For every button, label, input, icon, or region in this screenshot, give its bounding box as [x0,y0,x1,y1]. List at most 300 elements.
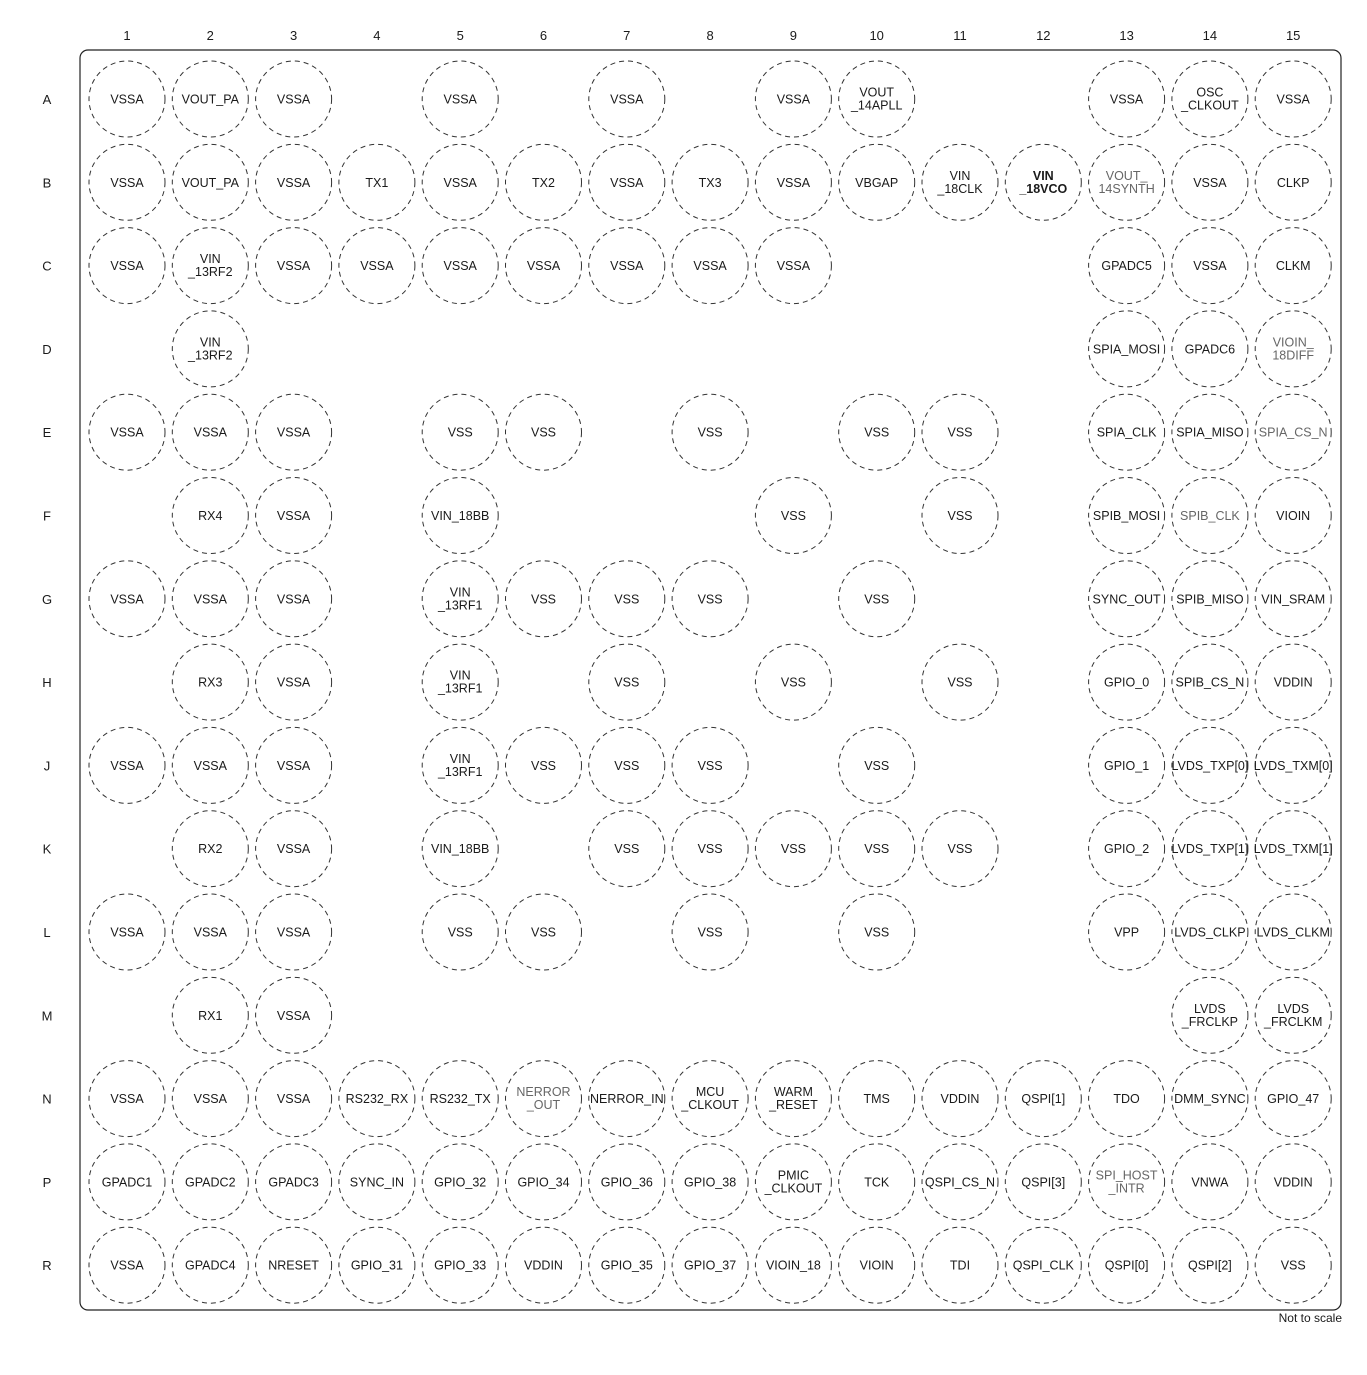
ball-F9 [755,478,831,554]
ball-F5-label: VIN_18BB [431,509,490,523]
ball-G3 [256,561,332,637]
ball-C2-label: VIN _13RF2 [188,252,233,280]
ball-A5 [422,61,498,137]
ball-J13-label: GPIO_1 [1104,758,1150,773]
ball-N14 [1172,1061,1248,1137]
ball-N9 [755,1061,831,1137]
ball-H5-label: VIN _13RF1 [437,668,483,696]
ball-P10-label: TCK [864,1175,890,1190]
ball-G14 [1172,561,1248,637]
ball-H2-label: RX3 [198,675,223,690]
ball-A9 [755,61,831,137]
row-label-N: N [42,1091,52,1107]
ball-R9-label: VIOIN_18 [765,1258,821,1273]
ball-P11-label: QSPI_CS_N [924,1175,996,1190]
column-label-3: 3 [289,28,298,43]
ball-J14-label: LVDS_TXP[0] [1171,758,1249,773]
ball-B5-label: VSSA [443,175,477,190]
ball-B11 [922,144,998,220]
ball-H11-label: VSS [947,675,973,690]
ball-E6 [506,394,582,470]
ball-C5 [422,228,498,304]
ball-M2 [172,977,248,1053]
ball-P1-label: GPADC1 [101,1175,153,1190]
ball-N15-label: GPIO_47 [1267,1092,1320,1107]
ball-P7-label: GPIO_36 [600,1175,653,1190]
row-label-M: M [41,1008,53,1024]
ball-C15-label: CLKM [1275,259,1311,274]
row-label-P: P [42,1174,52,1190]
ball-G5-label: VIN _13RF1 [437,585,483,613]
ball-P12 [1005,1144,1081,1220]
ball-E13-label: SPIA_CLK [1096,425,1157,440]
ball-N7 [589,1061,665,1137]
ball-R11-label: TDI [949,1258,971,1273]
ball-A2-label: VOUT_PA [181,92,240,107]
ball-E11-label: VSS [947,425,973,440]
ball-A15-label: VSSA [1276,92,1310,107]
ball-M2-label: RX1 [198,1008,223,1023]
ball-N7-label: NERROR_IN [589,1092,664,1107]
ball-K11-label: VSS [947,842,973,857]
ball-P3-label: GPADC3 [268,1175,319,1190]
ball-C7 [589,228,665,304]
not-to-scale-note: Not to scale [1278,1311,1342,1325]
ball-L8 [672,894,748,970]
ball-F3-label: VSSA [276,509,311,523]
ball-R10 [839,1227,915,1303]
ball-B3 [256,144,332,220]
ball-P9-label: PMIC _CLKOUT [764,1168,823,1196]
ball-L1-label: VSSA [110,925,144,940]
ball-P1 [89,1144,165,1220]
ball-M15-label: LVDS _FRCLKM [1264,1001,1323,1029]
ball-K15 [1254,811,1333,887]
ball-N6 [506,1061,582,1137]
ball-C6-label: VSSA [526,259,561,274]
ball-J10 [839,727,915,803]
ball-F14 [1172,478,1248,554]
ball-R14-label: QSPI[2] [1188,1258,1232,1273]
ball-N4-label: RS232_RX [345,1092,409,1107]
ball-J7 [589,727,665,803]
ball-K13 [1089,811,1165,887]
ball-C7-label: VSSA [610,259,644,274]
ball-L14 [1172,894,1248,970]
ball-J6-label: VSS [530,758,557,773]
ball-L10-label: VSS [864,925,890,940]
ball-R6-label: VDDIN [524,1258,563,1273]
ball-P2-label: GPADC2 [185,1175,236,1190]
ball-K14 [1171,811,1248,887]
ball-J5-label: VIN _13RF1 [437,751,483,779]
ball-N3-label: VSSA [276,1092,311,1107]
ball-L3-label: VSSA [276,925,311,940]
ball-R9 [755,1227,831,1303]
ball-N13 [1089,1061,1165,1137]
ball-M14 [1172,977,1248,1053]
ball-K2 [172,811,248,887]
ball-B7-label: VSSA [610,175,644,190]
ball-L5 [422,894,498,970]
ball-J8 [672,727,748,803]
ball-L13-label: VPP [1114,925,1140,940]
ball-D13-label: SPIA_MOSI [1092,342,1161,357]
ball-E1 [89,394,165,470]
ball-J3-label: VSSA [276,758,311,773]
column-label-7: 7 [623,28,631,43]
column-labels [123,28,1300,43]
ball-G15-label: VIN_SRAM [1261,592,1326,607]
ball-C9 [755,228,831,304]
ball-G1 [89,561,165,637]
ball-N9-label: WARM _RESET [769,1085,818,1113]
ball-K2-label: RX2 [198,842,223,857]
ball-J15 [1254,727,1333,803]
ball-B12-label: VIN _18VCO [1019,168,1068,196]
ball-R5-label: GPIO_33 [434,1258,487,1273]
ball-D15 [1255,311,1331,387]
ball-E1-label: VSSA [110,425,144,440]
ball-R12 [1005,1227,1081,1303]
column-label-15: 15 [1285,28,1301,43]
ball-E3-label: VSSA [276,425,311,440]
column-label-8: 8 [706,28,714,43]
ball-P3 [256,1144,332,1220]
ball-L15 [1255,894,1331,970]
ball-P14 [1172,1144,1248,1220]
row-label-F: F [43,508,51,524]
column-label-10: 10 [869,28,884,43]
ball-B10-label: VBGAP [855,175,899,190]
column-label-1: 1 [123,28,131,43]
ball-R1-label: VSSA [110,1258,144,1273]
ball-A2 [172,61,248,137]
ball-F2-label: RX4 [198,509,223,523]
ball-C1-label: VSSA [110,259,144,274]
ball-C6 [506,228,582,304]
ball-N12 [1005,1061,1081,1137]
row-label-K: K [42,841,52,857]
ball-E10-label: VSS [864,425,890,440]
ball-K3 [256,811,332,887]
ball-K13-label: GPIO_2 [1104,842,1150,857]
ball-N13-label: TDO [1113,1092,1140,1107]
ball-J10-label: VSS [864,758,890,773]
ball-E13 [1089,394,1165,470]
ball-L10 [839,894,915,970]
ball-N2 [172,1061,248,1137]
ball-A13 [1089,61,1165,137]
ball-P6 [506,1144,582,1220]
ball-N15 [1255,1061,1331,1137]
ball-P5 [422,1144,498,1220]
ball-P13-label: SPI_HOST _INTR [1095,1168,1158,1196]
ball-B13 [1089,144,1165,220]
ball-B15 [1255,144,1331,220]
ball-A1 [89,61,165,137]
ball-R2 [172,1227,248,1303]
ball-G7 [589,561,665,637]
ball-J3 [256,727,332,803]
ball-A7 [589,61,665,137]
ball-R15 [1255,1227,1331,1303]
ball-B12 [1005,144,1081,220]
ball-K8 [672,811,748,887]
ball-E14-label: SPIA_MISO [1176,425,1244,440]
ball-G7-label: VSS [614,592,640,607]
ball-G2-label: VSSA [193,592,227,607]
ball-R5 [422,1227,498,1303]
ball-K10-label: VSS [864,842,890,857]
ball-K9 [755,811,831,887]
ball-M3 [256,977,332,1053]
ball-G10 [839,561,915,637]
ball-D2 [172,311,248,387]
ball-F11 [922,478,998,554]
ball-B15-label: CLKP [1276,175,1310,190]
ball-D2-label: VIN _13RF2 [188,335,233,363]
ball-K3-label: VSSA [276,842,311,857]
ball-P8 [672,1144,748,1220]
ball-K7-label: VSS [614,842,640,857]
ball-N8-label: MCU _CLKOUT [681,1085,739,1113]
ball-E10 [839,394,915,470]
ball-P13 [1089,1144,1165,1220]
ball-A3-label: VSSA [276,92,311,107]
ball-L2 [172,894,248,970]
ball-J1 [89,727,165,803]
ball-F5 [422,478,498,554]
ball-M14-label: LVDS _FRCLKP [1181,1001,1239,1029]
column-label-2: 2 [206,28,214,43]
ball-R13-label: QSPI[0] [1104,1258,1149,1273]
ball-A10-label: VOUT _14APLL [850,85,903,113]
ball-J5 [422,727,498,803]
ball-G6 [506,561,582,637]
ball-H15-label: VDDIN [1273,675,1313,690]
ball-B4-label: TX1 [365,175,389,190]
ball-H5 [422,644,498,720]
ball-N6-label: NERROR _OUT [516,1085,571,1113]
ball-H7-label: VSS [614,675,640,690]
ball-C9-label: VSSA [776,259,811,274]
ball-C5-label: VSSA [443,259,477,274]
ball-M15 [1255,977,1331,1053]
ball-P7 [589,1144,665,1220]
ball-P15 [1255,1144,1331,1220]
ball-B9 [755,144,831,220]
ball-B13-label: VOUT_ 14SYNTH [1098,168,1155,196]
ball-R3-label: NRESET [268,1258,319,1273]
ball-C4-label: VSSA [360,259,394,274]
ball-J8-label: VSS [697,758,723,773]
row-label-R: R [42,1258,52,1274]
ball-C13 [1089,228,1165,304]
column-label-9: 9 [789,28,798,43]
ball-B4 [339,144,415,220]
ball-G8 [672,561,748,637]
ball-D14-label: GPADC6 [1184,342,1236,357]
ball-B6-label: TX2 [532,175,555,190]
ball-N3 [256,1061,332,1137]
ball-E6-label: VSS [530,425,557,440]
ball-F14-label: SPIB_CLK [1180,509,1240,523]
ball-C1 [89,228,165,304]
ball-D15-label: VIOIN_ 18DIFF [1272,335,1315,363]
ball-G5 [422,561,498,637]
ball-P11 [922,1144,998,1220]
ball-L6 [506,894,582,970]
ball-E3 [256,394,332,470]
ball-N5-label: RS232_TX [429,1092,491,1107]
ball-H9-label: VSS [780,675,806,690]
ball-A10 [839,61,915,137]
ball-K10 [839,811,915,887]
ball-grid [89,61,1333,1303]
ball-B5 [422,144,498,220]
ball-L3 [256,894,332,970]
ball-G13-label: SYNC_OUT [1092,592,1161,607]
ball-R7-label: GPIO_35 [600,1258,653,1273]
ball-A9-label: VSSA [776,92,811,107]
ball-L8-label: VSS [697,925,723,940]
ball-K5-label: VIN_18BB [431,842,490,857]
ball-P4 [339,1144,415,1220]
ball-J15-label: LVDS_TXM[0] [1253,758,1333,773]
ball-C4 [339,228,415,304]
ball-R8-label: GPIO_37 [684,1258,737,1273]
ball-P9 [755,1144,831,1220]
ball-F15 [1255,478,1331,554]
ball-R8 [672,1227,748,1303]
ball-R3 [256,1227,332,1303]
ball-B1 [89,144,165,220]
ball-J6 [506,727,582,803]
row-label-G: G [41,591,53,607]
ball-H15 [1255,644,1331,720]
ball-R12-label: QSPI_CLK [1012,1258,1074,1273]
ball-H13-label: GPIO_0 [1104,675,1150,690]
ball-E2-label: VSSA [193,425,227,440]
ball-G6-label: VSS [530,592,557,607]
ball-A14-label: OSC _CLKOUT [1181,85,1239,113]
ball-C3 [256,228,332,304]
row-label-A: A [42,92,52,107]
ball-R4 [339,1227,415,1303]
ball-B7 [589,144,665,220]
ball-C8 [672,228,748,304]
ball-B8 [672,144,748,220]
ball-E5 [422,394,498,470]
column-label-12: 12 [1036,28,1051,43]
column-label-13: 13 [1119,28,1134,43]
ball-G3-label: VSSA [276,592,311,607]
row-label-B: B [42,175,52,191]
ball-C14 [1172,228,1248,304]
ball-C2 [172,228,248,304]
ball-P14-label: VNWA [1191,1175,1229,1190]
ball-L13 [1089,894,1165,970]
ball-K8-label: VSS [697,842,723,857]
ball-E14 [1172,394,1248,470]
ball-N1-label: VSSA [110,1092,144,1107]
ball-B14 [1172,144,1248,220]
ball-H14-label: SPIB_CS_N [1175,675,1245,690]
ball-G13 [1089,561,1165,637]
ball-H2 [172,644,248,720]
ball-F3 [256,478,332,554]
ball-K15-label: LVDS_TXM[1] [1253,842,1333,857]
ball-H7 [589,644,665,720]
ball-J13 [1089,727,1165,803]
ball-D14 [1172,311,1248,387]
ball-F15-label: VIOIN [1276,509,1311,523]
ball-P12-label: QSPI[3] [1021,1175,1066,1190]
row-label-L: L [43,925,51,940]
row-labels [42,92,53,1273]
ball-A7-label: VSSA [610,92,644,107]
ball-B8-label: TX3 [698,175,722,190]
row-label-E: E [42,425,52,441]
ball-B2 [172,144,248,220]
ball-H14 [1172,644,1248,720]
row-label-H: H [42,675,52,691]
ball-L2-label: VSSA [193,925,227,940]
ball-F2 [172,478,248,554]
ball-L15-label: LVDS_CLKM [1256,925,1330,940]
ball-N1 [89,1061,165,1137]
ball-F13-label: SPIB_MOSI [1092,509,1161,523]
row-label-C: C [42,258,52,274]
ball-N14-label: DMM_SYNC [1174,1092,1246,1107]
ball-P5-label: GPIO_32 [434,1175,487,1190]
ball-K5 [422,811,498,887]
ball-N4 [339,1061,415,1137]
ball-R10-label: VIOIN [859,1258,894,1273]
ball-C13-label: GPADC5 [1101,259,1152,274]
ball-A13-label: VSSA [1109,92,1144,107]
ball-F13 [1089,478,1165,554]
ball-E5-label: VSS [447,425,473,440]
column-label-5: 5 [456,28,464,43]
ball-K11 [922,811,998,887]
ball-C15 [1255,228,1331,304]
ball-G1-label: VSSA [110,592,144,607]
ball-H9 [755,644,831,720]
ball-J7-label: VSS [614,758,640,773]
column-label-6: 6 [539,28,548,43]
column-label-14: 14 [1202,28,1218,43]
ball-E15 [1255,394,1331,470]
ball-B11-label: VIN _18CLK [937,168,983,196]
ball-P15-label: VDDIN [1273,1175,1313,1190]
ball-G14-label: SPIB_MISO [1176,592,1244,607]
ball-F11-label: VSS [947,509,973,523]
ball-R15-label: VSS [1280,1258,1306,1273]
ball-L14-label: LVDS_CLKP [1174,925,1246,940]
ball-A5-label: VSSA [443,92,477,107]
ball-J2 [172,727,248,803]
column-label-11: 11 [953,28,967,43]
ball-R14 [1172,1227,1248,1303]
ball-H3 [256,644,332,720]
ball-P2 [172,1144,248,1220]
ball-B2-label: VOUT_PA [181,175,240,190]
ball-J2-label: VSSA [193,758,227,773]
ball-B1-label: VSSA [110,175,144,190]
ball-N10-label: TMS [863,1092,890,1107]
